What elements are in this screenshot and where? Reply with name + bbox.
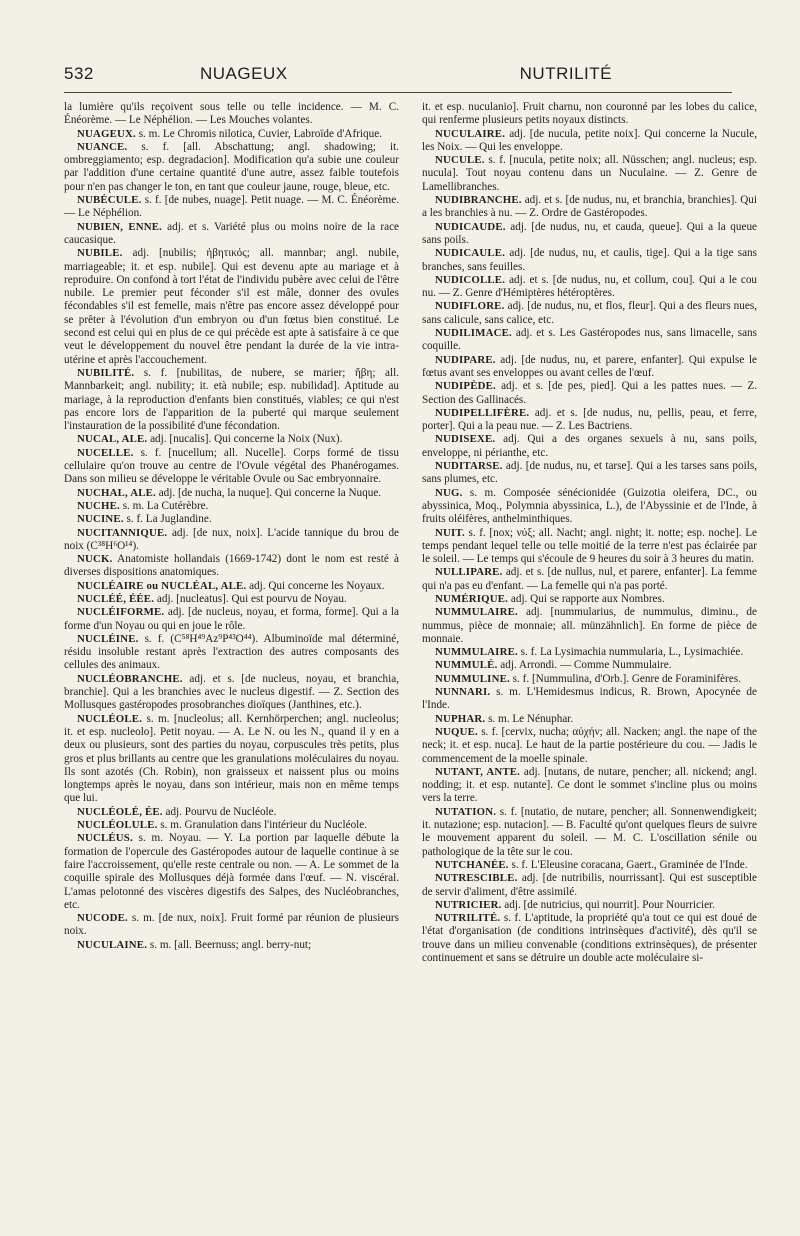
- dictionary-entry: [64, 101, 399, 128]
- entry-text: adj. et s. Les Gastéropodes nus, sans limacelle, sans coquille.: [422, 327, 757, 353]
- dictionary-entry: [64, 487, 399, 500]
- dictionary-entry: [64, 580, 399, 593]
- dictionary-entry: [422, 593, 757, 606]
- dictionary-entry: [422, 713, 757, 726]
- entry-text: s. f. La Lysimachia nummularia, L., Lysimachiée.: [520, 646, 744, 659]
- entry-text: adj. [de nux, noix]. L'acide tannique du brou de noix (C³⁸H⁶O¹⁴).: [64, 526, 399, 552]
- entry-text: adj. [nutans, de nutare, pencher; all. nickend; angl. nodding; it. et esp. nutante]. Ce dont le sommet s'incline plus ou moins vers la terre.: [422, 765, 757, 805]
- entry-headword: NUCULAIRE.: [435, 127, 506, 140]
- entry-text: adj. et s. [de nullus, nul, et parere, enfanter]. La femme qui n'a pas eu d'enfant. — La femelle qui n'a pas porté.: [422, 566, 757, 592]
- dictionary-entry: [64, 553, 399, 580]
- entry-text: adj. [de nudus, nu, et flos, fleur]. Qui a des fleurs nues, sans calicule, sans calice, etc.: [422, 300, 757, 326]
- entry-headword: NUCLÉOLÉ, ÉE.: [77, 805, 163, 818]
- entry-headword: NUCELLE.: [77, 446, 134, 459]
- dictionary-entry: [64, 500, 399, 513]
- entry-text: s. m. Le Nénuphar.: [488, 712, 574, 725]
- entry-text: s. m. [all. Beernuss; angl. berry-nut;: [149, 938, 312, 951]
- entry-headword: NUCLÉAIRE ou NUCLÉAL, ALE.: [77, 579, 247, 592]
- dictionary-entry: [64, 819, 399, 832]
- entry-text: adj. et s. [de nudus, nu, et branchia, branchies]. Qui a les branchies à nu. — Z. Ordre de Gastéropodes.: [422, 194, 757, 220]
- entry-text: adj. [nummularius, de nummulus, diminu., de nummus, pièce de monnaie; all. münzähnlich]. En forme de pièce de monnaie.: [422, 606, 757, 645]
- dictionary-entry: [64, 433, 399, 446]
- entry-text: s. f. [Nummulina, d'Orb.]. Genre de Foraminifères.: [512, 672, 741, 685]
- entry-headword: NUMMULAIRE.: [435, 606, 518, 619]
- entry-headword: NUPHAR.: [435, 712, 486, 725]
- right-column: [422, 101, 757, 1213]
- dictionary-entry: [64, 912, 399, 939]
- dictionary-entry: [64, 513, 399, 526]
- entry-text: s. m. Le Chromis nilotica, Cuvier, Labroïde d'Afrique.: [138, 127, 382, 140]
- dictionary-entry: [64, 221, 399, 248]
- dictionary-entry: [422, 433, 757, 460]
- entry-text: adj. [de nudus, nu, et tarse]. Qui a les tarses sans poils, sans plumes, etc.: [422, 460, 757, 486]
- dictionary-entry: [422, 460, 757, 487]
- entry-headword: NUDICOLLE.: [435, 273, 506, 286]
- entry-headword: NUDIBRANCHE.: [435, 194, 522, 207]
- dictionary-entry: [64, 832, 399, 912]
- dictionary-entry: [422, 327, 757, 354]
- dictionary-entry: [422, 912, 757, 965]
- dictionary-entry: [422, 606, 757, 646]
- entry-text: s. f. [nox; νύξ; all. Nacht; angl. night; it. notte; esp. noche]. Le temps pendant lequel telle ou telle moitié de la terre n'est pas éclairée par le soleil. — Le temps qui s'écoule de 9 heures du soir à 3 heures du matin.: [422, 526, 757, 566]
- entry-text: adj. et s. [de nudus, nu, pellis, peau, et ferre, porter]. Qui a la peau nue. — Z. Les Bactriens.: [422, 406, 757, 433]
- entry-text: adj. et s. [de nudus, nu, et collum, cou]. Qui a le cou nu. — Z. Genre d'Hémiptères hétéroptères.: [422, 273, 757, 300]
- dictionary-entry: [422, 247, 757, 274]
- header-rule: [64, 92, 732, 93]
- entry-text: s. f. [all. Abschattung; angl. shadowing; it. ombreggiamento; esp. degradacion]. Modification qu'a subie une couleur par l'addition d'une certaine quantité d'une autre, assez faible toutefois pour n'en pas changer le ton, en tant que couleur jaune, rouge, bleue, etc.: [64, 140, 399, 193]
- dictionary-entry: [64, 367, 399, 433]
- dictionary-entry: [64, 593, 399, 606]
- dictionary-entry: [64, 606, 399, 633]
- left-column: [64, 101, 399, 1213]
- entry-text: adj. [nucleatus]. Qui est pourvu de Noyau.: [156, 592, 347, 605]
- entry-headword: NUCLÉINE.: [77, 632, 139, 645]
- entry-headword: NUBILE.: [77, 247, 123, 260]
- dictionary-entry: [422, 686, 757, 713]
- entry-headword: NUTRICIER.: [435, 898, 502, 911]
- dictionary-entry: [64, 939, 399, 952]
- entry-headword: NUDIPÈDE.: [435, 380, 496, 393]
- entry-headword: NUNNARI.: [435, 686, 491, 699]
- entry-text: adj. Pourvu de Nucléole.: [165, 805, 277, 818]
- dictionary-entry: [422, 899, 757, 912]
- entry-headword: NUDIPARE.: [435, 353, 496, 366]
- entry-headword: NUCK.: [77, 553, 113, 566]
- dictionary-entry: [422, 673, 757, 686]
- dictionary-entry: [422, 407, 757, 434]
- entry-headword: NUCAL, ALE.: [77, 433, 148, 446]
- entry-text: adj. [nubilis; ἡβητικός; all. mannbar; angl. nubile, marriageable; it. et esp. nubile]. Qui est devenu apte au mariage et à reproduire. On confond à tort l'état de l'individu pubère avec celui de l'être nubile. Le premier peut féconder s'il est mâle, donner des ovules fécondables s'il est femelle, mais n'être pas encore assez développé pour se prêter à l'évolution d'un embryon ou d'un fœtus bien constitué. Le second est celui qui en plus de ce qui précède est apte à satisfaire à ce que veut le développement du nouvel être pendant la durée de la vie intra-utérine et après l'accouchement.: [64, 247, 399, 366]
- dictionary-entry: [422, 300, 757, 327]
- entry-headword: NUCULAINE.: [77, 938, 148, 951]
- entry-text: s. m. Composée sénécionidée (Guizotia oleifera, DC., ou abyssinica, Moq., Polymnia abyssinica, L.), de l'Abyssinie et de l'Inde, à fruits oléifères, anthelminthiques.: [422, 486, 757, 526]
- entry-headword: NUDITARSE.: [435, 460, 503, 473]
- entry-text: adj. [nucalis]. Qui concerne la Noix (Nux).: [150, 433, 343, 446]
- entry-headword: NUCHE.: [77, 499, 120, 512]
- entry-text: adj. [de nucha, la nuque]. Qui concerne la Nuque.: [158, 486, 382, 499]
- entry-text: s. m. Granulation dans l'intérieur du Nucléole.: [160, 819, 368, 832]
- entry-headword: NUCLÉUS.: [77, 832, 133, 845]
- dictionary-entry: [422, 566, 757, 593]
- entry-text: s. f. La Juglandine.: [126, 513, 212, 526]
- entry-text: adj. Qui se rapporte aux Nombres.: [510, 592, 665, 605]
- dictionary-entry: [422, 872, 757, 899]
- entry-headword: NUG.: [435, 486, 463, 499]
- entry-text: adj. Arrondi. — Comme Nummulaire.: [500, 659, 672, 672]
- entry-text: adj. et s. Variété plus ou moins noire de la race caucasique.: [64, 220, 399, 246]
- dictionary-entry: [422, 859, 757, 872]
- entry-headword: NUMMULINE.: [435, 672, 510, 685]
- entry-text: s. f. [nucellum; all. Nucelle]. Corps formé de tissu cellulaire qu'on trouve au centre de l'Ovule végétal des Phanérogames. Dans son milieu se développe le véritable Ovule ou Sac embryonnaire.: [64, 446, 399, 486]
- entry-headword: NUDILIMACE.: [435, 327, 512, 340]
- entry-text: s. m. Noyau. — Y. La portion par laquelle débute la formation de l'opercule des Gastéropodes autour de laquelle continue à se faire l'accroissement, qu'elle reste centrale ou non. — A. Le sommet de la coquille spirale des Mollusques déjà formée dans l'œuf. — N. viscéral. L'amas pelotonné des viscères digestifs des Salpes, des Nucléobranches, etc.: [64, 832, 399, 911]
- entry-headword: NUBÉCULE.: [77, 194, 142, 207]
- entry-headword: NUDIFLORE.: [435, 300, 505, 313]
- dictionary-entry: [422, 154, 757, 194]
- entry-text: adj. [de nutribilis, nourrissant]. Qui est susceptible de servir d'aliment, d'être assimilé.: [422, 872, 757, 898]
- dictionary-entry: [422, 646, 757, 659]
- dictionary-entry: [422, 659, 757, 672]
- dictionary-entry: [422, 380, 757, 407]
- entry-text: s. f. [cervix, nucha; αὐχήν; all. Nacken; angl. the nape of the neck; it. et esp. nuca]. Le haut de la partie postérieure du cou. — Jadis le commencement de la moelle spinale.: [422, 725, 757, 765]
- entry-headword: NUBIEN, ENNE.: [77, 220, 163, 233]
- dictionary-entry: [64, 527, 399, 554]
- entry-headword: NUCLÉOLULE.: [77, 819, 158, 832]
- dictionary-entry: [422, 766, 757, 806]
- entry-text: it. et esp. nuculanio]. Fruit charnu, non couronné par les lobes du calice, qui renferme plusieurs petits noyaux distincts.: [422, 101, 757, 127]
- dictionary-entry: [64, 247, 399, 367]
- running-header: [64, 64, 732, 90]
- entry-text: adj. Qui concerne les Noyaux.: [249, 579, 385, 592]
- entry-headword: NUBILITÉ.: [77, 366, 135, 379]
- entry-text: s. m. [nucleolus; all. Kernhörperchen; angl. nucleolus; it. et esp. nucleolo]. Petit noyau. — A. Le N. ou les N., quand il y en a deux ou plusieurs, sont des parties du noyau, corpuscules très petits, plus gros et plus brillants au centre que les granulations moléculaires du noyau. Ils sont azotés (Ch. Robin), non graisseux et naissent plus ou moins longtemps après le noyau, dans son intérieur, mais non en même temps que lui.: [64, 712, 399, 805]
- entry-headword: NUCODE.: [77, 912, 128, 925]
- dictionary-entry: [422, 194, 757, 221]
- entry-text: adj. [de nucleus, noyau, et forma, forme]. Qui a la forme d'un Noyau ou qui en joue le rôle.: [64, 606, 399, 632]
- entry-text: s. f. (C⁵⁸H⁴⁹Az⁹P⁴³O⁴⁴). Albuminoïde mal déterminé, résidu insoluble restant après l'extraction des autres composants des cellules des animaux.: [64, 632, 399, 672]
- dictionary-entry: [422, 221, 757, 248]
- dictionary-entry: [64, 128, 399, 141]
- dictionary-entry: [64, 447, 399, 487]
- entry-headword: NUCITANNIQUE.: [77, 526, 168, 539]
- entry-text: s. f. [nucula, petite noix; all. Nüsschen; angl. nucleus; esp. nucula]. Tout noyau contenu dans un Nuculaine. — Z. Genre de Lamellibranches.: [422, 154, 757, 193]
- entry-headword: NUMMULÉ.: [435, 659, 498, 672]
- entry-text: adj. [de nudus, nu, et cauda, queue]. Qui a la queue sans poils.: [422, 220, 757, 246]
- entry-headword: NUDIPELLIFÈRE.: [435, 406, 530, 419]
- entry-text: s. m. L'Hemidesmus indicus, R. Brown, Apocynée de l'Inde.: [422, 686, 757, 712]
- keyword-left: NUAGEUX: [200, 64, 288, 83]
- entry-headword: NUDISEXE.: [435, 433, 496, 446]
- entry-headword: NUTATION.: [435, 805, 497, 818]
- keyword-right: NUTRILITÉ: [519, 64, 612, 83]
- entry-headword: NUTRILITÉ.: [435, 912, 501, 925]
- entry-headword: NUMÉRIQUE.: [435, 592, 509, 605]
- dictionary-entry: [64, 673, 399, 713]
- dictionary-entry: [422, 726, 757, 766]
- entry-headword: NUCULE.: [435, 154, 485, 167]
- entry-headword: NUCINE.: [77, 513, 124, 526]
- dictionary-entry: [422, 354, 757, 381]
- entry-headword: NUQUE.: [435, 725, 478, 738]
- entry-headword: NUANCE.: [77, 140, 128, 153]
- entry-headword: NUMMULAIRE.: [435, 646, 518, 659]
- entry-text: adj. et s. [de pes, pied]. Qui a les pattes nues. — Z. Section des Gallinacés.: [422, 380, 757, 406]
- entry-headword: NUDICAUDE.: [435, 220, 506, 233]
- entry-text: s. f. [de nubes, nuage]. Petit nuage. — M. C. Énéorème. — Le Néphélion.: [64, 194, 399, 220]
- dictionary-entry: [64, 141, 399, 194]
- entry-text: s. f. L'Eleusine coracana, Gaert., Graminée de l'Inde.: [511, 858, 748, 871]
- dictionary-entry: [64, 633, 399, 673]
- dictionary-entry: [64, 806, 399, 819]
- entry-headword: NUAGEUX.: [77, 127, 136, 140]
- entry-headword: NUTANT, ANTE.: [435, 765, 521, 778]
- entry-text: adj. [de nucula, petite noix]. Qui concerne la Nucule, les Noix. — Qui les enveloppe.: [422, 127, 757, 153]
- entry-text: adj. [de nudus, nu, et caulis, tige]. Qui a la tige sans branches, sans feuilles.: [422, 247, 757, 273]
- dictionary-entry: [422, 487, 757, 527]
- entry-headword: NUCLÉOBRANCHE.: [77, 672, 183, 685]
- dictionary-entry: [422, 806, 757, 859]
- dictionary-entry: [422, 274, 757, 301]
- entry-headword: NUTRESCIBLE.: [435, 872, 518, 885]
- page-number: 532: [64, 64, 94, 83]
- entry-text: adj. Qui a des organes sexuels à nu, sans poils, enveloppe, ni périanthe, etc.: [422, 433, 757, 459]
- entry-headword: NUCLÉIFORME.: [77, 606, 165, 619]
- entry-text: s. m. [de nux, noix]. Fruit formé par réunion de plusieurs noix.: [64, 912, 399, 938]
- dictionary-entry: [64, 194, 399, 221]
- entry-text: s. f. L'aptitude, la propriété qu'a tout ce qui est doué de l'état d'organisation (de conditions intrinsèques d'activité), dès qu'il se trouve dans un milieu convenable (conditions extrinsèques), de présenter continuement et sans se détruire un double acte moléculaire si-: [422, 912, 757, 964]
- dictionary-entry: [422, 527, 757, 567]
- dictionary-entry: [64, 713, 399, 806]
- entry-text: adj. [de nutricius, qui nourrit]. Pour Nourricier.: [504, 898, 715, 911]
- entry-text: adj. et s. [de nucleus, noyau, et branchia, branchie]. Qui a les branchies avec le nucleus digestif. — Z. Section des Mollusques gastéropodes prosobranches dioïques (Janthines, etc.).: [64, 672, 399, 712]
- entry-text: s. m. La Cutérèbre.: [122, 499, 209, 512]
- entry-text: s. f. [nubilitas, de nubere, se marier; ἥβη; all. Mannbarkeit; angl. nubility; it. età nubile; esp. nubilidad]. Aptitude au mariage, à la reproduction d'enfants bien constitués, viables; ce qui n'est pas encore lors de l'apparition de la puberté qui marque seulement l'instauration de la possibilité d'une fécondation.: [64, 366, 399, 433]
- entry-headword: NUDICAULE.: [435, 247, 506, 260]
- entry-headword: NUCLÉÉ, ÉÉE.: [77, 592, 155, 605]
- entry-text: Anatomiste hollandais (1669-1742) dont le nom est resté à diverses dispositions anatomiques.: [64, 553, 399, 579]
- entry-headword: NUCHAL, ALE.: [77, 486, 156, 499]
- entry-text: adj. [de nudus, nu, et parere, enfanter]. Qui expulse le fœtus avant ses enveloppes ou avant celles de l'œuf.: [422, 353, 757, 379]
- entry-text: s. f. [nutatio, de nutare, pencher; all. Sonnenwendigkeit; it. nutazione; esp. nutacion]. — B. Faculté qu'ont quelques fleurs de suivre le mouvement apparent du soleil. — M. C. L'oscillation sénile ou pathologique de la tête sur le cou.: [422, 805, 757, 858]
- entry-headword: NULLIPARE.: [435, 566, 503, 579]
- entry-headword: NUTCHANÉE.: [435, 858, 509, 871]
- dictionary-entry: [422, 128, 757, 155]
- entry-text: la lumière qu'ils reçoivent sous telle ou telle incidence. — M. C. Énéorème. — Le Néphélion. — Les Mouches volantes.: [64, 101, 399, 127]
- entry-headword: NUIT.: [435, 526, 465, 539]
- dictionary-entry: [422, 101, 757, 128]
- entry-headword: NUCLÉOLE.: [77, 712, 143, 725]
